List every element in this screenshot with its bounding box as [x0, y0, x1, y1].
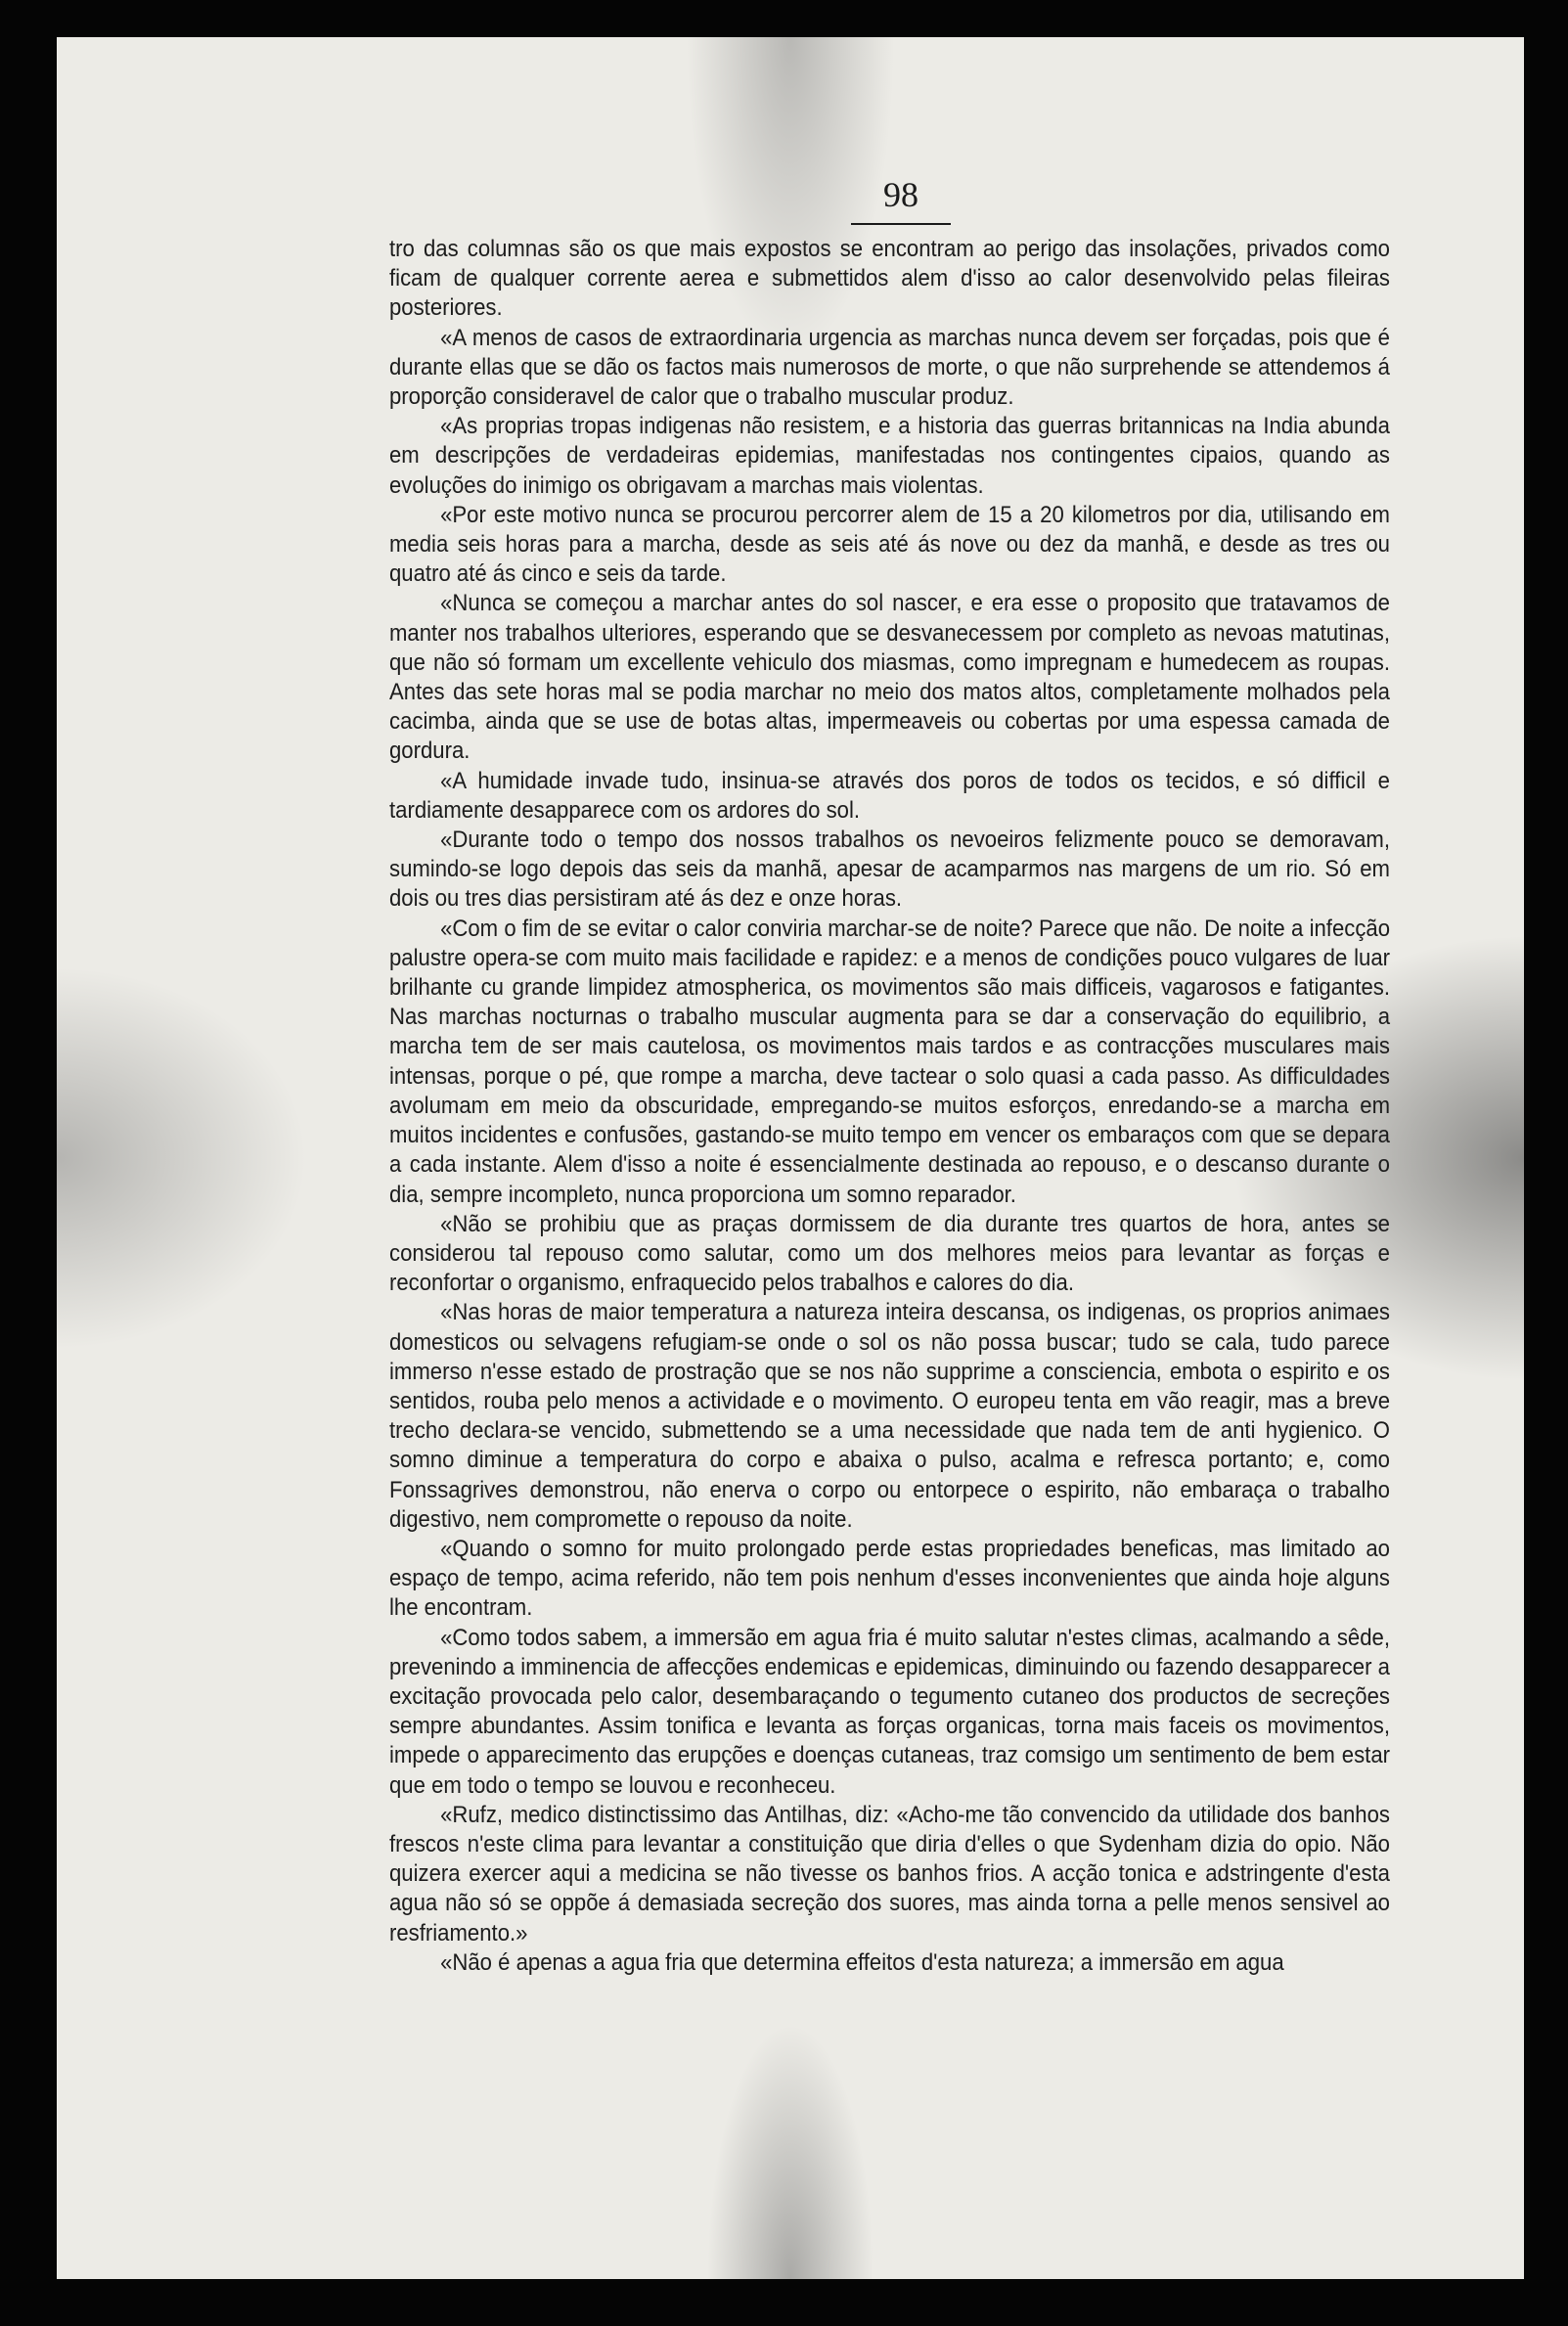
- paragraph: «Nunca se começou a marchar antes do sol nascer, e era esse o proposito que tratavamos de manter nos trabalhos ulteriores, esperando que se desvanecessem por completo as nevoas matutinas, que não só formam um excellente vehiculo dos miasmas, como impregnam e humedecem as roupas. Antes das sete horas mal se podia marchar no meio dos matos altos, completamente molhados pela cacimba, ainda que se use de botas altas, impermeaveis ou cobertas por uma espessa camada de gordura.: [389, 590, 1390, 765]
- paragraph: «Não é apenas a agua fria que determina effeitos d'esta natureza; a immersão em agua: [440, 1948, 1284, 1976]
- paragraph: «A humidade invade tudo, insinua-se através dos poros de todos os tecidos, e só difficil e tardiamente desapparece com os ardores do sol.: [389, 767, 1390, 824]
- paragraph: «Rufz, medico distinctissimo das Antilhas, diz: «Acho-me tão convencido da utilidade dos banhos frescos n'este clima para levantar a constituição que diria d'elles o que Sydenham dizia do opio. Não quizera exercer aqui a medicina se não tivesse os banhos frios. A acção tonica e adstringente d'esta agua não só se oppõe á demasiada secreção dos suores, mas ainda torna a pelle menos sensivel ao resfriamento.»: [389, 1801, 1390, 1946]
- paragraph: tro das columnas são os que mais expostos se encontram ao perigo das insolações, privados como ficam de qualquer corrente aerea e submettidos alem d'isso ao calor desenvolvido pelas fileiras posteriores.: [389, 236, 1390, 322]
- page-number: 98: [883, 175, 918, 214]
- paragraph: «Com o fim de se evitar o calor conviria marchar-se de noite? Parece que não. De noite a infecção palustre opera-se com muito mais facilidade e rapidez: e a menos de condições pouco vulgares de luar brilhante cu grande limpidez atmospherica, os movimentos são mais difficeis, vagarosos e fatigantes. Nas marchas nocturnas o trabalho muscular augmenta para se dar a conservação do equilibrio, a marcha tem de ser mais cautelosa, os movimentos mais tardos e as contracções musculares mais intensas, porque o pé, que rompe a marcha, deve tactear o solo quasi a cada passo. As difficuldades avolumam em meio da obscuridade, empregando-se muitos esforços, enredando-se a marcha em muitos incidentes e confusões, gastando-se muito tempo em vencer os embaraços com que se depara a cada instante. Alem d'isso a noite é essencialmente destinada ao repouso, e o descanso durante o dia, sempre incompleto, nunca proporciona um somno reparador.: [389, 915, 1390, 1208]
- body-text: [389, 235, 1390, 1978]
- page-number-rule: [851, 223, 951, 225]
- paragraph: «Quando o somno for muito prolongado perde estas propriedades beneficas, mas limitado ao espaço de tempo, acima referido, não tem pois nenhum d'esses inconvenientes que ainda hoje alguns lhe encontram.: [389, 1535, 1390, 1622]
- paragraph: «As proprias tropas indigenas não resistem, e a historia das guerras britannicas na India abunda em descripções de verdadeiras epidemias, manifestadas nos contingentes cipaios, quando as evoluções do inimigo os obrigavam a marchas mais violentas.: [389, 413, 1390, 499]
- paragraph: «Por este motivo nunca se procurou percorrer alem de 15 a 20 kilometros por dia, utilisando em media seis horas para a marcha, desde as seis até ás nove ou dez da manhã, e desde as tres ou quatro até ás cinco e seis da tarde.: [389, 501, 1390, 588]
- document-page: [57, 37, 1524, 2279]
- paragraph: «A menos de casos de extraordinaria urgencia as marchas nunca devem ser forçadas, pois que é durante ellas que se dão os factos mais numerosos de morte, o que não surprehende se attendemos á proporção consideravel de calor que o trabalho muscular produz.: [389, 324, 1390, 411]
- paragraph: «Durante todo o tempo dos nossos trabalhos os nevoeiros felizmente pouco se demoravam, sumindo-se logo depois das seis da manhã, apesar de acamparmos nas margens de um rio. Só em dois ou tres dias persistiram até ás dez e onze horas.: [389, 827, 1390, 913]
- paragraph: «Como todos sabem, a immersão em agua fria é muito salutar n'estes climas, acalmando a sêde, prevenindo a imminencia de affecções endemicas e epidemicas, diminuindo ou fazendo desapparecer a excitação provocada pelo calor, desembaraçando o tegumento cutaneo dos productos de secreções sempre abundantes. Assim tonifica e levanta as forças organicas, torna mais faceis os movimentos, impede o apparecimento das erupções e doenças cutaneas, traz comsigo um sentimento de bem estar que em todo o tempo se louvou e reconheceu.: [389, 1624, 1390, 1799]
- paragraph: «Não se prohibiu que as praças dormissem de dia durante tres quartos de hora, antes se considerou tal repouso como salutar, como um dos melhores meios para levantar as forças e reconfortar o organismo, enfraquecido pelos trabalhos e calores do dia.: [389, 1210, 1390, 1297]
- paragraph: «Nas horas de maior temperatura a natureza inteira descansa, os indigenas, os proprios animaes domesticos ou selvagens refugiam-se onde o sol os não possa buscar; tudo se cala, tudo parece immerso n'esse estado de prostração que se nos não supprime a consciencia, embota o espirito e os sentidos, rouba pelo menos a actividade e o movimento. O europeu tenta em vão reagir, mas a breve trecho declara-se vencido, submettendo se a uma necessidade que nada tem de anti hygienico. O somno diminue a temperatura do corpo e abaixa o pulso, acalma e refresca portanto; e, como Fonssagrives demonstrou, não enerva o corpo ou entorpece o espirito, não embaraça o trabalho digestivo, nem compromette o repouso da noite.: [389, 1299, 1390, 1533]
